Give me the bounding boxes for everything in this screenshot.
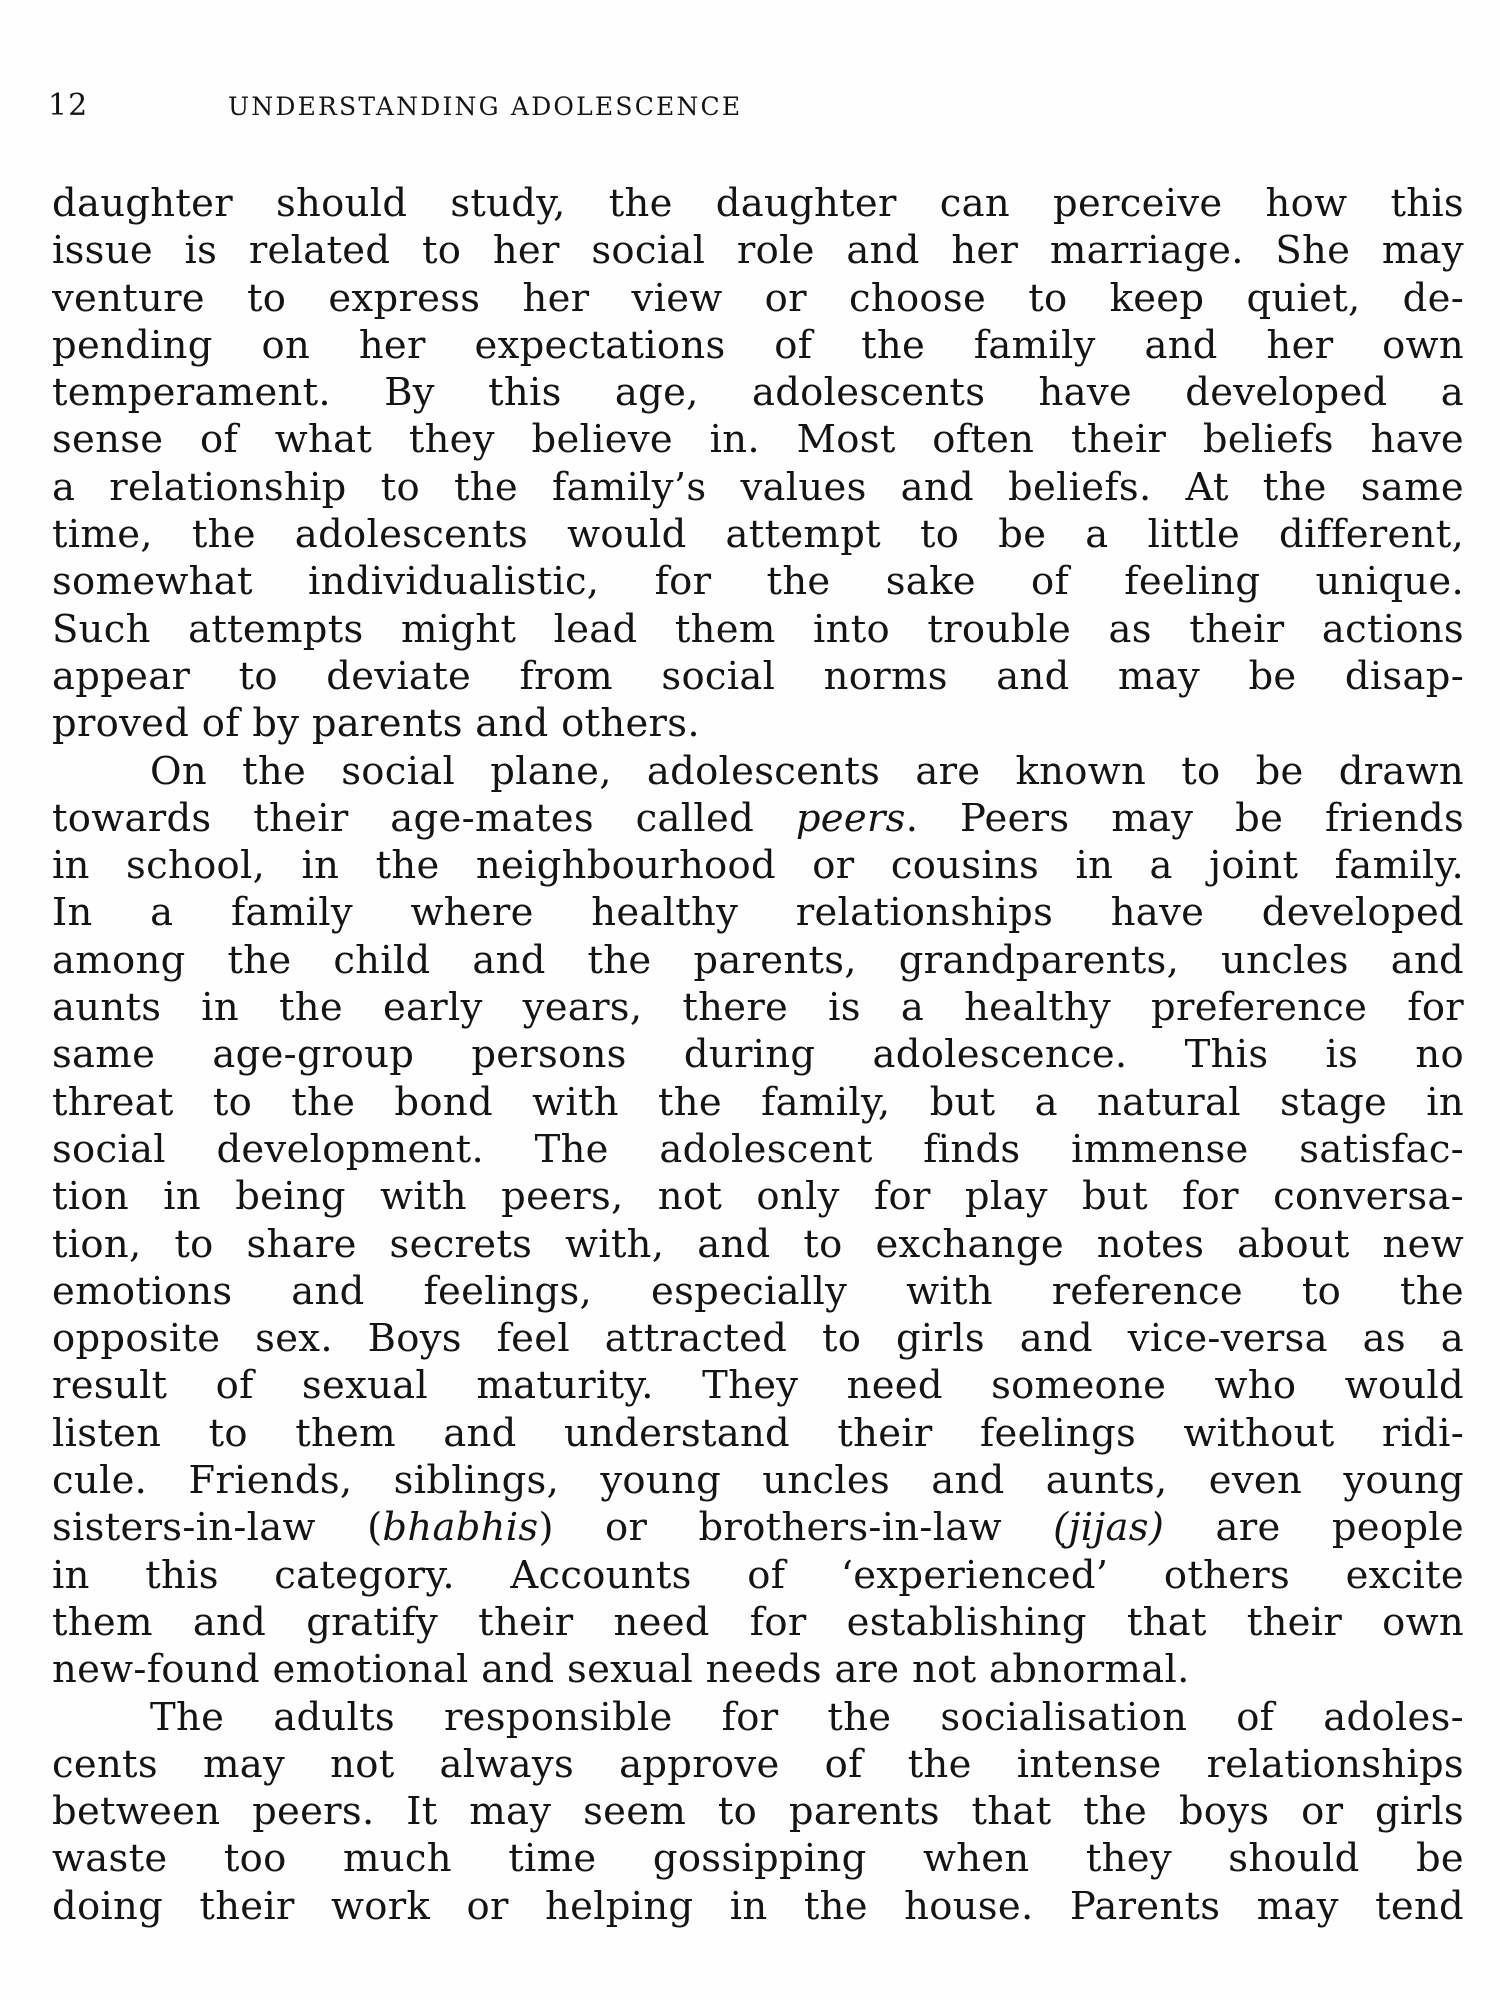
text-line: threat to the bond with the family, but a natural stage in <box>52 1079 1464 1125</box>
text-line: result of sexual maturity. They need someone who would <box>52 1363 1464 1409</box>
text-line: daughter should study, the daughter can perceive how this <box>52 181 1464 226</box>
body-text <box>52 180 1464 1930</box>
text-line: On the social plane, adolescents are known to be drawn <box>150 748 1464 794</box>
text-line: cents may not always approve of the intense relationships <box>52 1741 1464 1787</box>
text-line: same age-group persons during adolescence. This is no <box>52 1032 1464 1078</box>
text-line: emotions and feelings, especially with reference to the <box>52 1268 1464 1314</box>
text-line: in this category. Accounts of ‘experienced’ others excite <box>52 1552 1464 1598</box>
text-segment: are people <box>1164 1505 1464 1551</box>
text-line: listen to them and understand their feelings without ridi- <box>52 1410 1464 1456</box>
text-line: among the child and the parents, grandparents, uncles and <box>52 937 1464 983</box>
page-number: 12 <box>48 88 89 123</box>
text-line: between peers. It may seem to parents that the boys or girls <box>52 1789 1464 1835</box>
text-line <box>52 1504 1464 1551</box>
text-line: pending on her expectations of the family and her own <box>52 322 1464 368</box>
text-line: time, the adolescents would attempt to be a little different, <box>52 512 1464 558</box>
text-segment: . Peers may be friends <box>905 795 1464 841</box>
italic-term: bhabhis <box>382 1505 539 1551</box>
text-line: tion in being with peers, not only for play but for conversa- <box>52 1174 1464 1220</box>
text-line: The adults responsible for the socialisation of adoles- <box>150 1694 1464 1740</box>
italic-term: (jijas) <box>1053 1505 1165 1551</box>
text-line: Such attempts might lead them into trouble as their actions <box>52 606 1464 652</box>
text-line: In a family where healthy relationships have developed <box>52 890 1464 936</box>
text-line: sense of what they believe in. Most often their beliefs have <box>52 417 1464 463</box>
text-line: appear to deviate from social norms and may be disap- <box>52 653 1464 699</box>
text-line: new-found emotional and sexual needs are not abnormal. <box>52 1647 1190 1693</box>
running-head <box>48 88 1468 128</box>
text-line: waste too much time gossipping when they should be <box>52 1836 1464 1882</box>
text-line: proved of by parents and others. <box>52 701 700 747</box>
text-segment: ) or brothers-in-law <box>538 1505 1054 1551</box>
italic-term: peers <box>795 795 906 841</box>
text-line: them and gratify their need for establishing that their own <box>52 1599 1464 1645</box>
text-line: cule. Friends, siblings, young uncles and aunts, even young <box>52 1458 1464 1504</box>
text-line: opposite sex. Boys feel attracted to girls and vice-versa as a <box>52 1316 1464 1362</box>
running-title: UNDERSTANDING ADOLESCENCE <box>228 92 743 121</box>
text-line: issue is related to her social role and her marriage. She may <box>52 228 1464 274</box>
text-line: venture to express her view or choose to keep quiet, de- <box>52 275 1464 321</box>
text-line: in school, in the neighbourhood or cousins in a joint family. <box>52 843 1464 889</box>
text-line: doing their work or helping in the house. Parents may tend <box>52 1883 1464 1929</box>
text-line: somewhat individualistic, for the sake of feeling unique. <box>52 559 1464 605</box>
text-line: temperament. By this age, adolescents have developed a <box>52 370 1464 416</box>
text-line <box>52 795 1464 842</box>
text-segment: towards their age-mates called <box>52 795 796 841</box>
text-segment: sisters-in-law ( <box>52 1505 383 1551</box>
text-line: tion, to share secrets with, and to exchange notes about new <box>52 1221 1464 1267</box>
text-line: aunts in the early years, there is a healthy preference for <box>52 985 1464 1031</box>
text-line: social development. The adolescent finds immense satisfac- <box>52 1126 1464 1172</box>
text-line: a relationship to the family’s values and beliefs. At the same <box>52 464 1464 510</box>
